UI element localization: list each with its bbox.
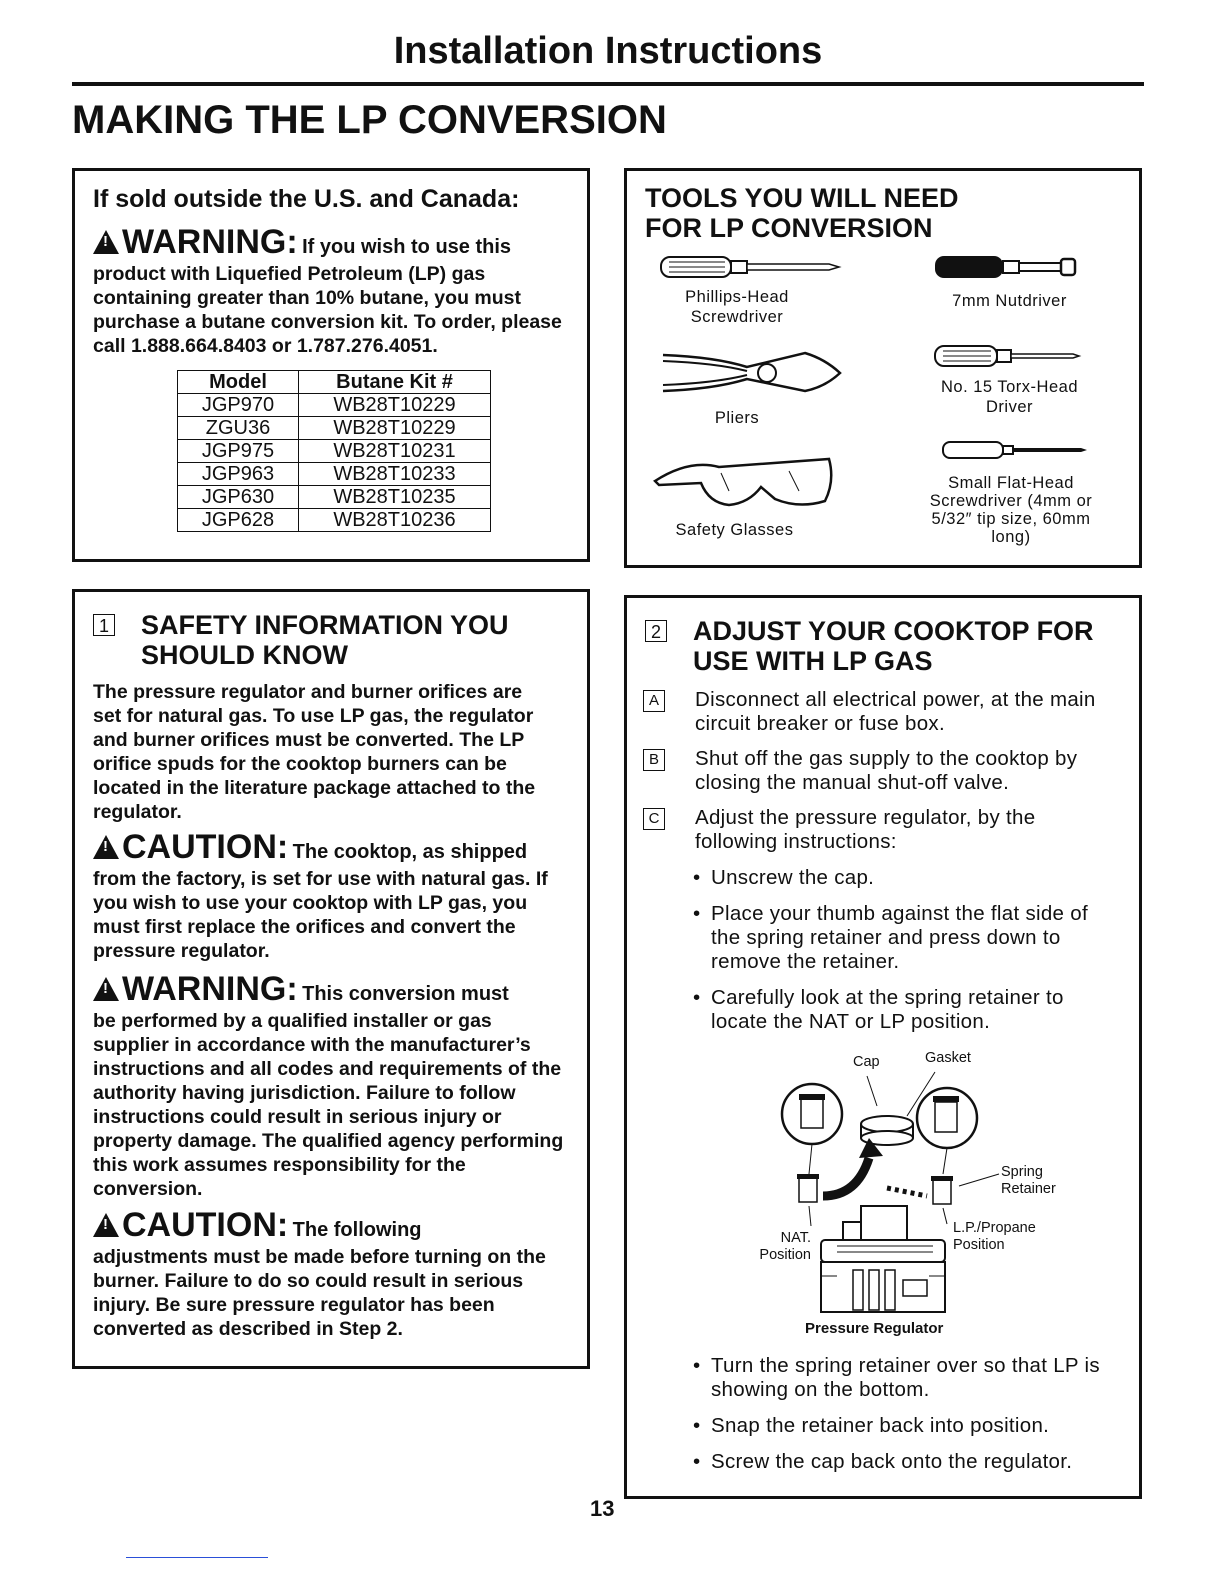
warning-lead-text: This conversion must [302,983,509,1005]
table-cell: JGP975 [178,440,299,463]
adjust-step-title [645,616,1125,676]
list-item: • Turn the spring retainer over so that LP is showing on the bottom. [693,1354,1113,1402]
outside-us-box [72,168,590,562]
warning-triangle-icon [93,230,119,254]
list-item: • Snap the retainer back into position. [693,1414,1113,1438]
tools-title-line2: FOR LP CONVERSION [645,213,933,243]
butane-kit-table [177,370,491,532]
warning-triangle-icon [93,977,119,1001]
warning-label: WARNING: [122,970,298,1008]
caution-lead-text: The cooktop, as shipped [292,841,528,863]
pressure-regulator-diagram [737,1046,1097,1346]
table-cell: JGP628 [178,509,299,532]
table-cell: WB28T10236 [299,509,491,532]
divider [126,1557,268,1558]
sub-step-letter: B [643,749,665,771]
butane-warning [93,223,573,358]
header-title: Installation Instructions [393,30,823,72]
table-cell: JGP630 [178,486,299,509]
adjust-cooktop-box [624,595,1142,1499]
table-row [178,509,491,532]
warning-block [93,970,573,1201]
table-row [178,486,491,509]
adjust-title-line2: USE WITH LP GAS [693,646,933,676]
table-cell: JGP963 [178,463,299,486]
nutdriver-label: 7mm Nutdriver [952,292,1067,310]
safety-intro: The pressure regulator and burner orifices are set for natural gas. To use LP gas, the regulator and burner orifices must be converted. The LP orifice spuds for the cooktop burners can be located in the literature package attached to the regulator. [93,681,536,823]
bullet-text: Unscrew the cap. [711,866,875,889]
bullet-text: Carefully look at the spring retainer to locate the NAT or LP position. [711,986,1064,1033]
sub-step-letter: C [643,808,665,830]
flathead-screwdriver-icon [941,439,1091,461]
torx-label: No. 15 Torx-Head Driver [940,378,1078,416]
step-number-badge: 2 [645,620,667,642]
table-cell: WB28T10233 [299,463,491,486]
safety-title-line1: SAFETY INFORMATION YOU [141,610,509,640]
cap-label: Cap [853,1054,880,1070]
table-cell: WB28T10229 [299,394,491,417]
table-header-row [178,371,491,394]
list-item: • Place your thumb against the flat side of the spring retainer and press down to remove the retainer. [693,902,1113,974]
safety-info-box [72,589,590,1369]
list-item: • Carefully look at the spring retainer to locate the NAT or LP position. [693,986,1113,1034]
caution-block-1 [93,828,573,963]
caution-label: CAUTION: [122,1206,289,1244]
pressure-regulator-caption: Pressure Regulator [805,1320,944,1337]
table-header-kit: Butane Kit # [299,371,491,394]
pliers-icon [655,343,845,403]
table-row [178,463,491,486]
document-header [72,30,1144,86]
tools-box [624,168,1142,568]
table-cell: JGP970 [178,394,299,417]
nat-position-label: NAT. Position [759,1230,811,1263]
phillips-screwdriver-icon [659,253,844,281]
sub-step-c [643,806,1113,854]
table-cell: ZGU36 [178,417,299,440]
table-row [178,394,491,417]
table-cell: WB28T10229 [299,417,491,440]
list-item: • Unscrew the cap. [693,866,1113,890]
sub-step-letter: A [643,690,665,712]
warning-body-text: product with Liquefied Petroleum (LP) gas containing greater than 10% butane, you must purchase a butane conversion kit. To order, please call 1.888.664.8403 or 1.787.276.4051. [93,263,562,357]
outside-us-heading: If sold outside the U.S. and Canada: [93,185,520,213]
caution-label: CAUTION: [122,828,289,866]
sub-step-a [643,688,1113,736]
safety-glasses-icon [649,451,839,513]
caution-triangle-icon [93,1213,119,1237]
table-row [178,440,491,463]
caution-lead-text: The following [292,1219,422,1241]
safety-step-title [93,610,573,670]
bullet-text: Place your thumb against the flat side of the spring retainer and press down to remove the retainer. [711,902,1088,973]
warning-lead-text: If you wish to use this [302,236,512,258]
pressure-regulator-icon [737,1046,1097,1316]
warning-label: WARNING: [122,223,298,261]
page-title: MAKING THE LP CONVERSION [72,98,667,142]
caution-block-2 [93,1206,573,1341]
lp-position-label: L.P./Propane Position [953,1220,1036,1253]
table-header-model: Model [178,371,299,394]
caution-body-text: from the factory, is set for use with natural gas. If you wish to use your cooktop with LP gas, you must first replace the orifices and convert the pressure regulator. [93,868,548,962]
phillips-label: Phillips-Head Screwdriver [685,288,789,326]
bullet-text: Screw the cap back onto the regulator. [711,1450,1073,1473]
safety-glasses-label: Safety Glasses [675,521,794,539]
table-cell: WB28T10235 [299,486,491,509]
caution-body-text: adjustments must be made before turning on the burner. Failure to do so could result in serious injury. Be sure pressure regulator has been converted as described in Step 2. [93,1246,546,1340]
bullet-text: Turn the spring retainer over so that LP is showing on the bottom. [711,1354,1100,1401]
safety-title-line2: SHOULD KNOW [141,640,348,670]
step-number-badge: 1 [93,614,115,636]
nutdriver-icon [933,253,1083,281]
caution-triangle-icon [93,835,119,859]
page-number: 13 [590,1496,615,1521]
warning-body-text: be performed by a qualified installer or gas supplier in accordance with the manufacturer’s instructions and all codes and requirements of the authority having jurisdiction. Failure to follow instructions could result in serious injury or property damage. The qualified agency performing this work assumes responsibility for the conversion. [93,1010,564,1200]
table-cell: WB28T10231 [299,440,491,463]
pliers-label: Pliers [714,409,760,427]
adjust-title-line1: ADJUST YOUR COOKTOP FOR [693,616,1094,646]
tools-title-line1: TOOLS YOU WILL NEED [645,183,959,213]
tools-title [645,183,959,243]
sub-step-text: Disconnect all electrical power, at the main circuit breaker or fuse box. [695,688,1096,735]
spring-retainer-label: Spring Retainer [1001,1164,1056,1197]
table-row [178,417,491,440]
sub-step-text: Adjust the pressure regulator, by the following instructions: [695,806,1036,853]
list-item: • Screw the cap back onto the regulator. [693,1450,1113,1474]
torx-driver-icon [933,343,1083,369]
flathead-label: Small Flat-Head Screwdriver (4mm or 5/32″ tip size, 60mm long) [929,474,1093,546]
sub-step-b [643,747,1113,795]
sub-step-text: Shut off the gas supply to the cooktop by closing the manual shut-off valve. [695,747,1078,794]
bullet-text: Snap the retainer back into position. [711,1414,1050,1437]
gasket-label: Gasket [925,1050,971,1066]
